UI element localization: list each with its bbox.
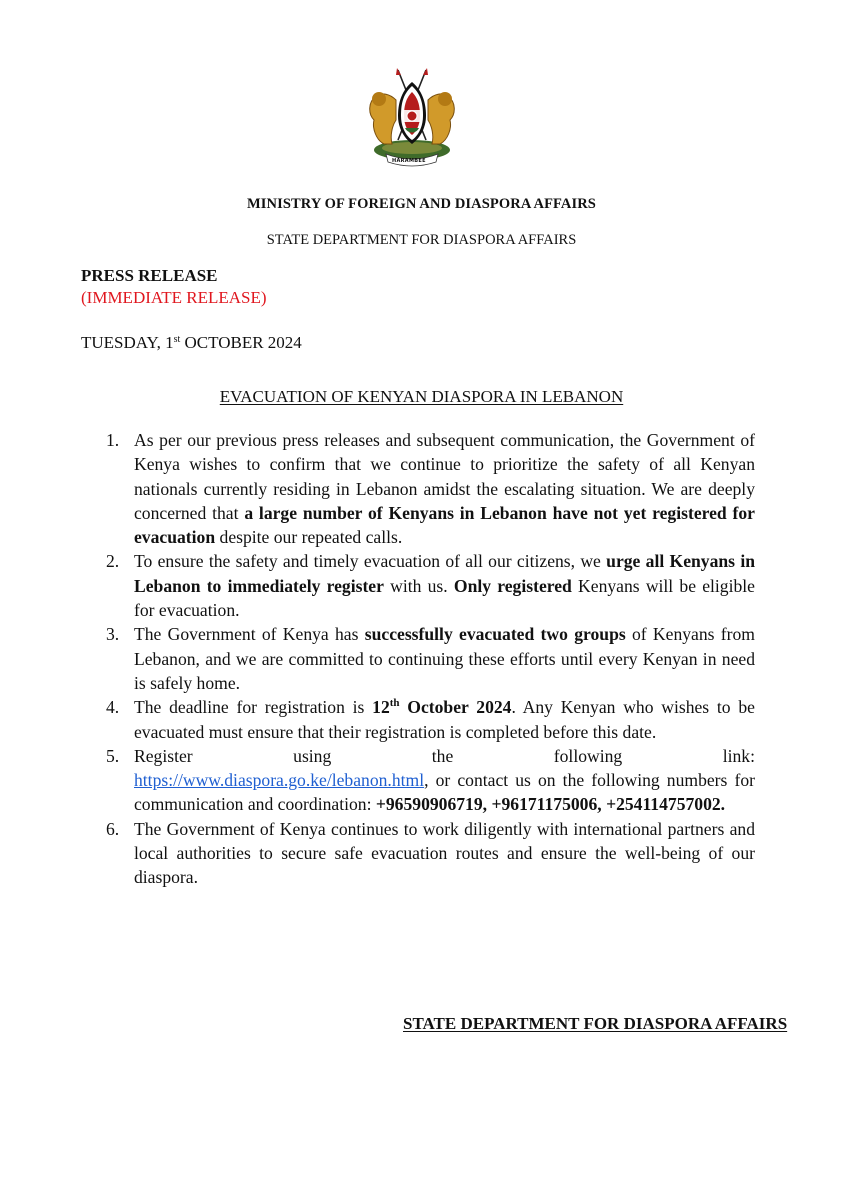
item-word: using	[293, 745, 332, 766]
kenya-coat-of-arms-icon	[362, 66, 462, 170]
list-item	[100, 428, 755, 549]
item-word: Register	[134, 745, 193, 766]
item-number: 2.	[106, 551, 120, 572]
registration-link[interactable]: https://www.diaspora.go.ke/lebanon.html	[134, 770, 425, 791]
statement-list	[100, 428, 755, 890]
list-item	[100, 817, 755, 890]
item-word: following	[553, 745, 623, 766]
item-emphasis: Only registered	[453, 575, 572, 596]
item-text: The Government of Kenya continues to work diligently with international partners and local authorities to secure safe evacuation routes and ensure the well-being of our diaspora.	[134, 818, 755, 888]
item-word: the	[431, 745, 454, 766]
deadline-month: October 2024	[399, 697, 512, 718]
item-emphasis: urge all Kenyans in Lebanon to immediately register	[134, 551, 755, 596]
coat-of-arms-motto: HARAMBEE	[392, 158, 426, 164]
item-text: The Government of Kenya has	[134, 624, 365, 645]
item-emphasis: successfully evacuated two groups	[364, 624, 626, 645]
immediate-release-label: (IMMEDIATE RELEASE)	[81, 288, 267, 307]
item-text: , or contact us on the following numbers for communication and coordination:	[134, 770, 755, 815]
department-heading: STATE DEPARTMENT FOR DIASPORA AFFAIRS	[266, 232, 577, 248]
item-text: despite our repeated calls.	[215, 527, 403, 548]
item-number: 3.	[106, 624, 120, 645]
item-number: 6.	[106, 818, 120, 839]
signature-line: STATE DEPARTMENT FOR DIASPORA AFFAIRS	[403, 1014, 788, 1033]
contact-phone-numbers: +96590906719, +96171175006, +254114757002.	[375, 794, 726, 815]
press-release-label: PRESS RELEASE	[81, 266, 218, 285]
item-text: As per our previous press releases and subsequent communication, the Government of Kenya wishes to confirm that we continue to prioritize the safety of all Kenyan nationals currently residing in Lebanon amidst the escalating situation. We are deeply concerned that	[134, 430, 755, 523]
register-line	[134, 744, 755, 768]
document-title: EVACUATION OF KENYAN DIASPORA IN LEBANON	[219, 387, 624, 406]
item-text: . Any Kenyan who wishes to be evacuated must ensure that their registration is completed before this date.	[134, 697, 755, 742]
item-number: 4.	[106, 697, 120, 718]
item-text: To ensure the safety and timely evacuation of all our citizens, we	[134, 551, 607, 572]
date-prefix: TUESDAY, 1	[81, 333, 174, 352]
item-word: link:	[722, 745, 755, 766]
deadline-day: 12	[372, 697, 390, 718]
list-item	[100, 622, 755, 695]
item-number: 1.	[106, 430, 120, 450]
list-item	[100, 549, 755, 622]
date-ordinal: st	[173, 334, 181, 345]
item-emphasis: a large number of Kenyans in Lebanon have not yet registered for evacuation	[134, 502, 755, 548]
date-suffix: OCTOBER 2024	[180, 333, 302, 352]
list-item	[100, 695, 755, 744]
ministry-heading: MINISTRY OF FOREIGN AND DIASPORA AFFAIRS	[247, 196, 596, 212]
deadline-ordinal: th	[389, 697, 400, 710]
list-item	[100, 744, 755, 817]
item-text: The deadline for registration is	[134, 697, 373, 718]
item-text: Kenyans will be eligible for evacuation.	[134, 575, 755, 621]
release-date	[81, 333, 302, 353]
item-text: of Kenyans from Lebanon, and we are committed to continuing these efforts until every Kenyan in need is safely home.	[134, 624, 755, 693]
item-number: 5.	[106, 745, 120, 766]
item-text: with us.	[383, 575, 454, 596]
